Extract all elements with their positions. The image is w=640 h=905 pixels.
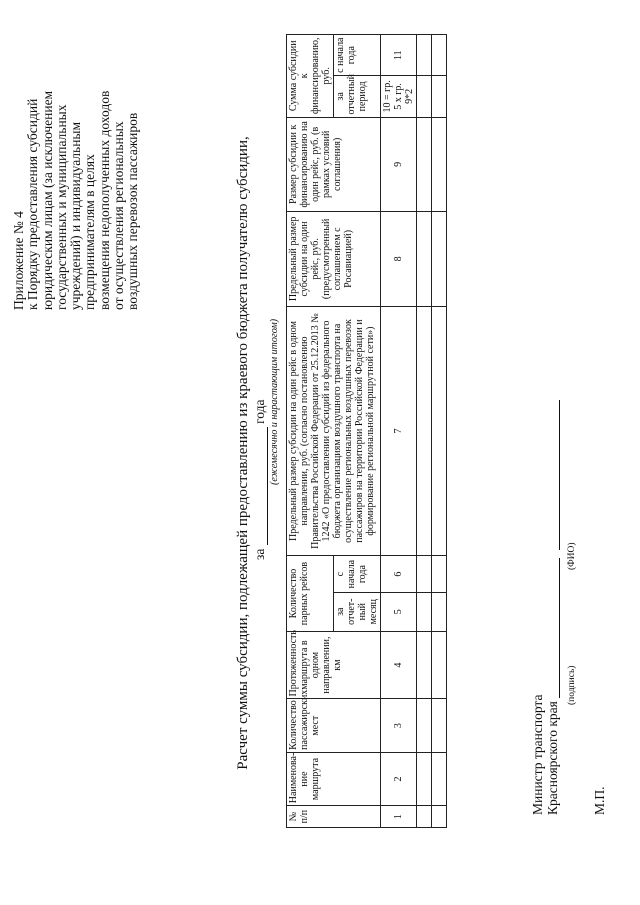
empty-row [417, 35, 432, 828]
header-cell: Сумма субсидии к финансированию, руб. [287, 35, 334, 118]
appendix-line: Приложение № 4 [11, 211, 26, 310]
column-number: 2 [381, 752, 417, 805]
name-caption: (ФИО) [567, 542, 577, 570]
appendix-line: государственных и муниципальных [53, 104, 69, 310]
appendix-line: учреждений) и индивидуальным [68, 121, 84, 310]
column-number: 10 = гр. 5 х гр. 9*2 [381, 76, 417, 117]
empty-cell[interactable] [417, 306, 432, 556]
subheader-cell: с начала года [334, 556, 381, 592]
column-number: 1 [381, 806, 417, 828]
appendix-header [12, 10, 141, 310]
period-blank[interactable] [255, 427, 268, 545]
subheader-cell: за отчетный период [334, 76, 381, 117]
empty-cell[interactable] [417, 592, 432, 631]
header-cell: Наименова-ние маршрута [287, 752, 381, 805]
empty-cell[interactable] [432, 556, 447, 592]
column-number: 8 [381, 212, 417, 307]
signatory-title-line2 [545, 400, 560, 815]
header-row [287, 35, 334, 828]
header-cell: Предельный размер субсидии на один рейс в одном направлении, руб. (согласно постановлению Правительства Российской Федерации от 25.12.2013 № 1242 «О предоставлении субсидий из федерального бюджета организациям воздушного транспорта на осуществление региональных воздушных перевозок пассажиров на территории Российской Федерации и формирование региональной маршрутной сети») [287, 306, 381, 556]
empty-cell[interactable] [432, 806, 447, 828]
empty-cell[interactable] [417, 35, 432, 76]
header-cell: Размер субсидии к финансированию на один рейс, руб. (в рамках условий соглашения) [287, 117, 381, 212]
empty-cell[interactable] [417, 631, 432, 699]
subsidy-table [286, 34, 447, 828]
empty-cell[interactable] [432, 117, 447, 212]
header-cell: Предельный размер субсидии на один рейс, руб. (предусмотренный соглашением с Росавиацией) [287, 212, 381, 307]
header-cell: Протяженность маршрута в одном направлении, км [287, 631, 381, 699]
period-note: (ежемесячно и нарастающим итогом) [269, 318, 280, 485]
header-cell: Количество пассажирских мест [287, 699, 381, 752]
subheader-cell: за отчет-ный месяц [334, 592, 381, 631]
appendix-line: к Порядку предоставления субсидий [25, 98, 41, 310]
document-title: Расчет суммы субсидии, подлежащей предоставлению из краевого бюджета получателю субсидии, [235, 136, 251, 770]
empty-cell[interactable] [417, 117, 432, 212]
empty-cell[interactable] [432, 212, 447, 307]
subheader-cell: с начала года [334, 35, 381, 76]
empty-cell[interactable] [417, 699, 432, 752]
column-number: 7 [381, 306, 417, 556]
appendix-line: юридическим лицам (за исключением [39, 90, 55, 310]
signatory-title-line1: Министр транспорта [530, 694, 545, 815]
signature-blank[interactable] [547, 558, 560, 698]
header-cell: Количество парных рейсов [287, 556, 334, 631]
column-number: 9 [381, 117, 417, 212]
empty-cell[interactable] [432, 306, 447, 556]
empty-cell[interactable] [432, 631, 447, 699]
column-number: 5 [381, 592, 417, 631]
period-line [252, 399, 268, 560]
appendix-line: от осуществления региональных [111, 121, 127, 310]
header-cell: № п/п [287, 806, 381, 828]
column-number: 4 [381, 631, 417, 699]
empty-cell[interactable] [432, 752, 447, 805]
empty-cell[interactable] [432, 592, 447, 631]
signature-caption: (подпись) [567, 665, 577, 705]
empty-cell[interactable] [417, 806, 432, 828]
column-number: 11 [381, 35, 417, 76]
column-number: 6 [381, 556, 417, 592]
signatory-title-text: Красноярского края [545, 701, 560, 815]
stamp-place-label: М.П. [592, 786, 607, 815]
appendix-line: предпринимателям в целях [82, 154, 98, 310]
empty-cell[interactable] [417, 212, 432, 307]
empty-row [432, 35, 447, 828]
appendix-line: возмещения недополученных доходов [96, 90, 112, 310]
column-number: 3 [381, 699, 417, 752]
period-suffix: года [252, 399, 267, 424]
period-prefix: за [252, 548, 267, 560]
empty-cell[interactable] [432, 699, 447, 752]
name-blank[interactable] [547, 400, 560, 550]
empty-cell[interactable] [417, 556, 432, 592]
empty-cell[interactable] [417, 752, 432, 805]
empty-cell[interactable] [432, 35, 447, 76]
empty-cell[interactable] [417, 76, 432, 117]
signature-block [530, 400, 560, 815]
appendix-line: воздушных перевозок пассажиров [125, 112, 141, 310]
column-number-row [381, 35, 417, 828]
empty-cell[interactable] [432, 76, 447, 117]
